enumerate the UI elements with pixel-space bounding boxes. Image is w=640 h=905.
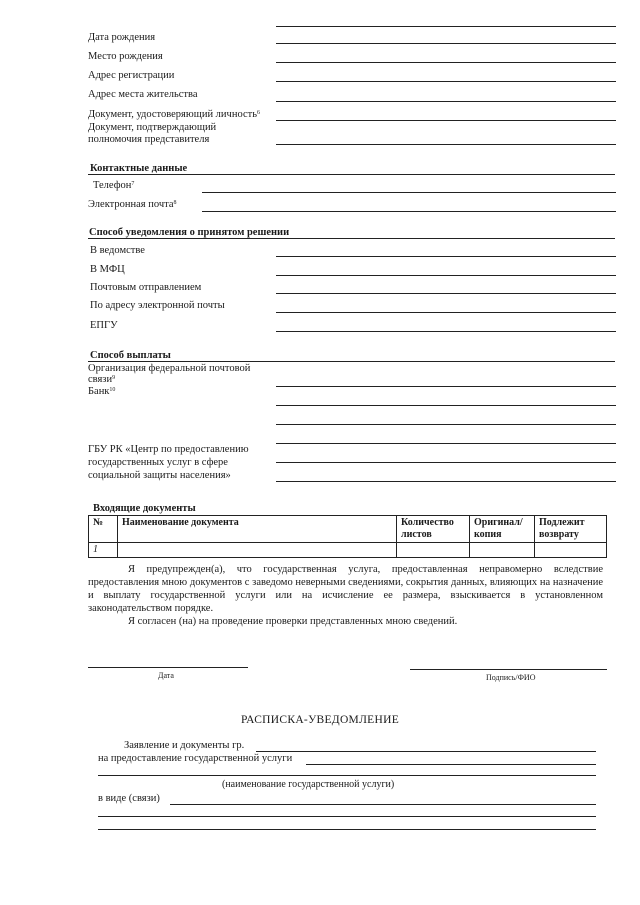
- rule-notify: [88, 238, 615, 239]
- label-bank: Банк$^{10}$: [88, 386, 116, 397]
- field-id-document[interactable]: [276, 120, 616, 121]
- label-birth-date: Дата рождения: [88, 32, 156, 43]
- rule-contacts: [88, 174, 615, 175]
- footnote-7: 7: [131, 181, 135, 187]
- consent-text: Я согласен (на) на проведение проверки представленных мною сведений.: [128, 616, 458, 627]
- field-bank-1[interactable]: [276, 405, 616, 406]
- label-email: Электронная почта$^8$: [88, 199, 177, 210]
- field-form-2[interactable]: [98, 816, 596, 817]
- rule-payment: [88, 361, 615, 362]
- col-count: Количество листов: [397, 516, 470, 543]
- documents-table: [88, 515, 607, 558]
- table-row: [89, 543, 607, 558]
- col-return: Подлежит возврату: [535, 516, 607, 543]
- table-header-row: [89, 516, 607, 543]
- footnote-9: 9: [112, 375, 116, 381]
- caption-date: Дата: [158, 671, 174, 680]
- field-bank-2[interactable]: [276, 424, 616, 425]
- field-email[interactable]: [202, 211, 616, 212]
- cell-count[interactable]: [397, 543, 470, 558]
- field-signature[interactable]: [410, 669, 607, 670]
- heading-notify: Способ уведомления о принятом решении: [89, 227, 290, 238]
- notify-option-office: В ведомстве: [90, 245, 145, 256]
- notify-option-mfc: В МФЦ: [90, 264, 125, 275]
- field-service-2[interactable]: [98, 775, 596, 776]
- field-birth-place[interactable]: [276, 62, 616, 63]
- field-form-1[interactable]: [170, 804, 596, 805]
- receipt-line-form: в виде (связи): [98, 793, 160, 804]
- label-post-org-1: Организация федеральной почтовой: [88, 363, 251, 374]
- label-gbu-3: социальной защиты населения»: [88, 470, 231, 481]
- label-reg-address: Адрес регистрации: [88, 70, 175, 81]
- field-post-org[interactable]: [276, 386, 616, 387]
- heading-payment: Способ выплаты: [90, 350, 171, 361]
- receipt-line-applicant: Заявление и документы гр.: [124, 740, 245, 751]
- warning-text: Я предупрежден(а), что государственная услуга, предоставленная неправомерно вследствие предоставления мною документов с заведомо неверными сведениями, сокрытия данных, влияющих на назначение и выплату государственной услуги или на исчисление ее размера, взыскивается в установленном законодательством порядке.: [88, 564, 603, 614]
- field-service-1[interactable]: [306, 764, 596, 765]
- field-gbu-1[interactable]: [276, 462, 616, 463]
- field-notify-office[interactable]: [276, 256, 616, 257]
- field-form-3[interactable]: [98, 829, 596, 830]
- label-rep-document-1: Документ, подтверждающий: [88, 122, 217, 133]
- field-rep-document[interactable]: [276, 144, 616, 145]
- field-bank-3[interactable]: [276, 443, 616, 444]
- label-live-address: Адрес места жительства: [88, 89, 198, 100]
- heading-contacts: Контактные данные: [90, 163, 188, 174]
- notify-option-epgu: ЕПГУ: [90, 320, 118, 331]
- col-original: Оригинал/ копия: [470, 516, 535, 543]
- label-gbu-2: государственных услуг в сфере: [88, 457, 228, 468]
- label-rep-document-2: полномочия представителя: [88, 134, 210, 145]
- field-phone[interactable]: [202, 192, 616, 193]
- cell-return[interactable]: [535, 543, 607, 558]
- label-post-org-2: связи$^9$: [88, 374, 116, 385]
- col-num: №: [89, 516, 118, 543]
- field-notify-epgu[interactable]: [276, 331, 616, 332]
- caption-signature: Подпись/ФИО: [486, 673, 536, 682]
- footnote-6: 6: [257, 110, 260, 116]
- cell-original[interactable]: [470, 543, 535, 558]
- label-birth-place: Место рождения: [88, 51, 163, 62]
- receipt-line-service: на предоставление государственной услуги: [98, 753, 293, 764]
- cell-num: 1: [89, 543, 118, 558]
- col-name: Наименование документа: [118, 516, 397, 543]
- receipt-title: РАСПИСКА-УВЕДОМЛЕНИЕ: [240, 714, 400, 726]
- notify-option-email: По адресу электронной почты: [90, 300, 225, 311]
- field-gbu-2[interactable]: [276, 481, 616, 482]
- cell-name[interactable]: [118, 543, 397, 558]
- label-id-document: Документ, удостоверяющий личность$^6$: [88, 109, 260, 120]
- footnote-8: 8: [173, 200, 177, 206]
- field-notify-post[interactable]: [276, 293, 616, 294]
- heading-documents: Входящие документы: [93, 503, 196, 514]
- field-reg-address[interactable]: [276, 81, 616, 82]
- field-applicant[interactable]: [256, 751, 596, 752]
- field-line-top[interactable]: [276, 26, 616, 27]
- field-live-address[interactable]: [276, 101, 616, 102]
- field-notify-email[interactable]: [276, 312, 616, 313]
- footnote-10: 10: [109, 387, 116, 393]
- field-birth-date[interactable]: [276, 43, 616, 44]
- label-gbu-1: ГБУ РК «Центр по предоставлению: [88, 444, 249, 455]
- notify-option-post: Почтовым отправлением: [90, 282, 202, 293]
- field-date[interactable]: [88, 667, 248, 668]
- field-notify-mfc[interactable]: [276, 275, 616, 276]
- caption-service-name: (наименование государственной услуги): [222, 779, 395, 790]
- label-phone: Телефон$^7$: [93, 180, 135, 191]
